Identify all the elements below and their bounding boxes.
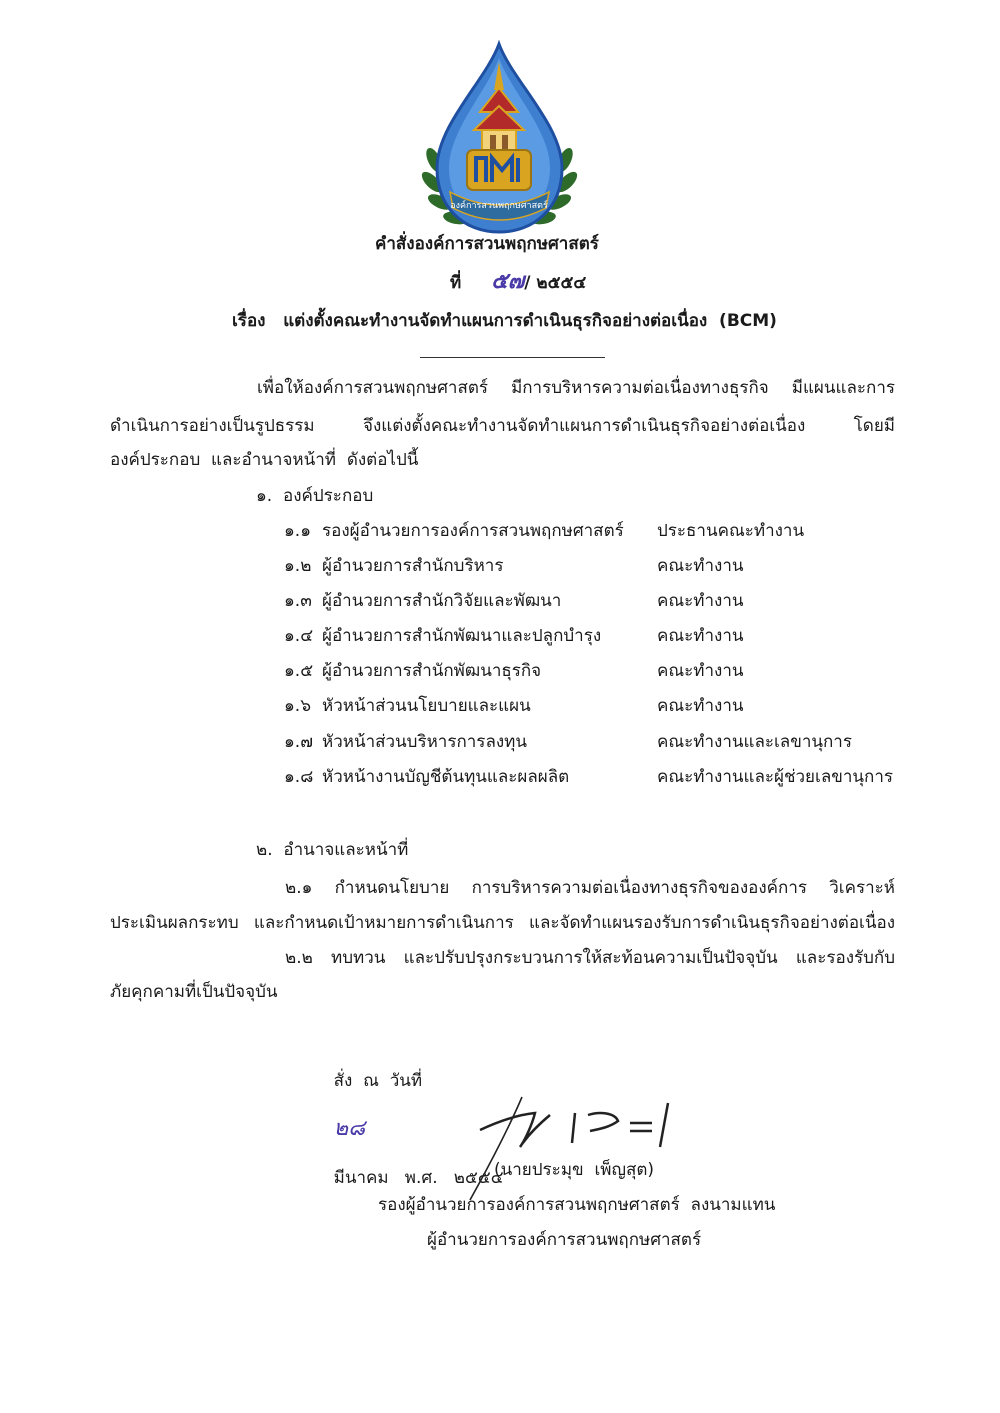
duty-2-1-line-2: ประเมินผลกระทบ และกำหนดเป้าหมายการดำเนินการ และจัดทำแผนรองรับการดำเนินธุรกิจอย่างต่อเนื่อง	[110, 913, 895, 933]
intro-line-1: เพื่อให้องค์การสวนพฤกษศาสตร์ มีการบริหารความต่อเนื่องทางธุรกิจ มีแผนและการ	[257, 378, 895, 398]
member-name: ผู้อำนวยการสำนักพัฒนาและปลูกบำรุง	[322, 626, 602, 646]
member-role: คณะทำงาน	[657, 696, 744, 716]
member-name: รองผู้อำนวยการองค์การสวนพฤกษศาสตร์	[322, 521, 624, 541]
member-number: ๑.๓	[284, 591, 312, 611]
handwritten-number: ๕๗	[491, 269, 525, 294]
duty-2-1-line-1: ๒.๑ กำหนดนโยบาย การบริหารความต่อเนื่องทางธุรกิจขององค์การ วิเคราะห์	[285, 878, 895, 898]
member-name: หัวหน้าส่วนบริหารการลงทุน	[322, 732, 527, 752]
member-number: ๑.๔	[284, 626, 314, 646]
member-number: ๑.๘	[284, 767, 314, 787]
divider	[420, 357, 605, 358]
member-name: ผู้อำนวยการสำนักพัฒนาธุรกิจ	[322, 661, 542, 681]
member-name: ผู้อำนวยการสำนักบริหาร	[322, 556, 504, 576]
handwritten-signature	[440, 1085, 700, 1205]
member-role: คณะทำงาน	[657, 661, 744, 681]
signer-position-2: ผู้อำนวยการองค์การสวนพฤกษศาสตร์	[427, 1230, 702, 1250]
seal-text: องค์การสวนพฤกษศาสตร์	[450, 201, 548, 211]
section-2-heading: ๒. อำนาจและหน้าที่	[256, 840, 409, 860]
order-number	[450, 270, 586, 295]
member-role: คณะทำงาน	[657, 591, 744, 611]
date-suffix: มีนาคม พ.ศ. ๒๕๕๔	[333, 1168, 504, 1188]
member-role: คณะทำงาน	[657, 556, 744, 576]
member-role: คณะทำงาน	[657, 626, 744, 646]
intro-line-2: ดำเนินการอย่างเป็นรูปธรรม จึงแต่งตั้งคณะทำงานจัดทำแผนการดำเนินธุรกิจอย่างต่อเนื่อง โดยมี	[110, 416, 895, 436]
page-title: คำสั่งองค์การสวนพฤกษศาสตร์	[375, 234, 599, 254]
intro-line-3: องค์ประกอบ และอำนาจหน้าที่ ดังต่อไปนี้	[110, 450, 419, 470]
member-role: คณะทำงานและผู้ช่วยเลขานุการ	[657, 767, 893, 787]
member-number: ๑.๒	[284, 556, 312, 576]
number-suffix: / ๒๕๕๔	[524, 273, 587, 293]
organization-seal	[412, 40, 587, 240]
signer-name: (นายประมุข เพ็ญสุต)	[494, 1160, 654, 1180]
duty-2-2-line-2: ภัยคุกคามที่เป็นปัจจุบัน	[110, 982, 278, 1002]
member-number: ๑.๑	[284, 521, 311, 541]
number-prefix: ที่	[450, 273, 462, 293]
subject-line: เรื่อง แต่งตั้งคณะทำงานจัดทำแผนการดำเนินธุรกิจอย่างต่อเนื่อง (BCM)	[232, 311, 777, 331]
member-name: หัวหน้าส่วนนโยบายและแผน	[322, 696, 531, 716]
member-number: ๑.๖	[284, 696, 311, 716]
member-name: ผู้อำนวยการสำนักวิจัยและพัฒนา	[322, 591, 562, 611]
date-prefix: สั่ง ณ วันที่	[333, 1071, 423, 1091]
member-number: ๑.๕	[284, 661, 314, 681]
handwritten-day: ๒๘	[333, 1116, 366, 1141]
member-role: คณะทำงานและเลขานุการ	[657, 732, 852, 752]
member-name: หัวหน้างานบัญชีต้นทุนและผลผลิต	[322, 767, 570, 787]
section-1-heading: ๑. องค์ประกอบ	[256, 486, 374, 506]
member-number: ๑.๗	[284, 732, 313, 752]
member-role: ประธานคณะทำงาน	[657, 521, 805, 541]
signer-position-1: รองผู้อำนวยการองค์การสวนพฤกษศาสตร์ ลงนามแทน	[378, 1195, 776, 1215]
duty-2-2-line-1: ๒.๒ ทบทวน และปรับปรุงกระบวนการให้สะท้อนความเป็นปัจจุบัน และรองรับกับ	[285, 948, 895, 968]
